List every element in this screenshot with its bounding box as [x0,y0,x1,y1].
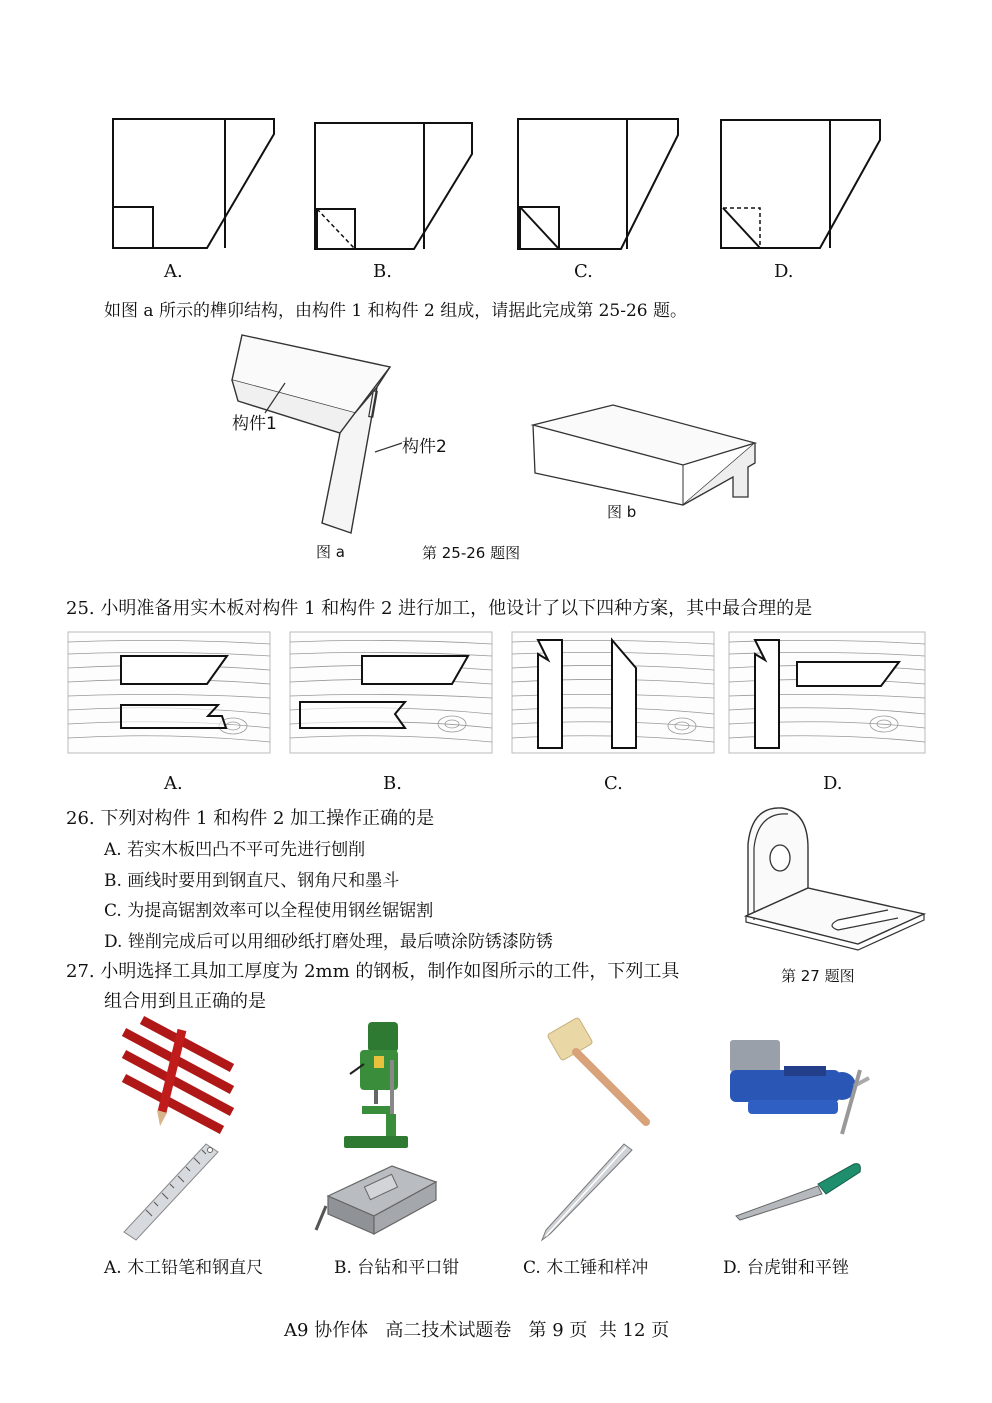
q27-stem-line2: 组合用到且正确的是 [104,991,266,1012]
q25-option-c[interactable]: C. [604,773,623,794]
label-fig-b: 图 b [607,503,637,521]
bench-drill-image [340,1020,412,1150]
q24-figure-b [314,121,479,256]
q24-figure-a [112,117,277,252]
figure-a-joint [230,335,400,535]
q24-figure-d [720,118,885,253]
carpenter-pencils-image [122,1020,234,1130]
wooden-mallet-image [546,1018,656,1128]
q26-option-a[interactable]: A. 若实木板凹凸不平可先进行刨削 [104,840,366,860]
q26-option-c[interactable]: C. 为提高锯割效率可以全程使用钢丝锯锯割 [104,901,434,921]
q26-option-d[interactable]: D. 锉削完成后可以用细砂纸打磨处理，最后喷涂防锈漆防锈 [104,932,553,952]
q25-board-a [68,632,270,753]
bench-vise-image [724,1030,874,1140]
q27-stem-line1: 27. 小明选择工具加工厚度为 2mm 的钢板，制作如图所示的工件，下列工具 [66,961,680,982]
intro-text: 如图 a 所示的榫卯结构，由构件 1 和构件 2 组成，请据此完成第 25-26 题。 [104,301,688,321]
q25-board-b [290,632,492,753]
q26-stem: 26. 下列对构件 1 和构件 2 加工操作正确的是 [66,808,435,829]
q24-option-b[interactable]: B. [373,261,392,282]
label-part2: 构件2 [402,437,447,457]
label-fig-a: 图 a [316,543,345,561]
flat-file-image [734,1158,864,1223]
label-part1: 构件1 [232,414,277,434]
caption-25-26: 第 25-26 题图 [422,544,521,562]
q25-option-d[interactable]: D. [823,773,843,794]
q24-option-a[interactable]: A. [164,261,183,282]
q25-option-b[interactable]: B. [383,773,402,794]
q24-option-c[interactable]: C. [574,261,593,282]
page-footer: A9 协作体 高二技术试题卷 第 9 页 共 12 页 [284,1320,670,1341]
q27-option-d[interactable]: D. 台虎钳和平锉 [723,1258,849,1278]
q27-option-c[interactable]: C. 木工锤和样冲 [523,1258,649,1278]
q25-board-d [729,632,925,753]
flat-vise-image [322,1160,440,1240]
q25-stem: 25. 小明准备用实木板对构件 1 和构件 2 进行加工，他设计了以下四种方案，其中最合理的是 [66,598,813,619]
q27-figure-caption: 第 27 题图 [781,967,855,985]
steel-ruler-image [122,1140,222,1245]
q27-workpiece-figure [738,804,928,964]
q26-option-b[interactable]: B. 画线时要用到钢直尺、钢角尺和墨斗 [104,871,400,891]
center-punch-image [536,1140,636,1245]
q24-option-d[interactable]: D. [774,261,794,282]
figure-b-part [533,405,763,510]
q27-option-a[interactable]: A. 木工铅笔和钢直尺 [104,1258,264,1278]
q27-option-b[interactable]: B. 台钻和平口钳 [334,1258,460,1278]
q25-board-c [512,632,714,753]
q24-figure-c [517,117,682,252]
q25-option-a[interactable]: A. [164,773,183,794]
